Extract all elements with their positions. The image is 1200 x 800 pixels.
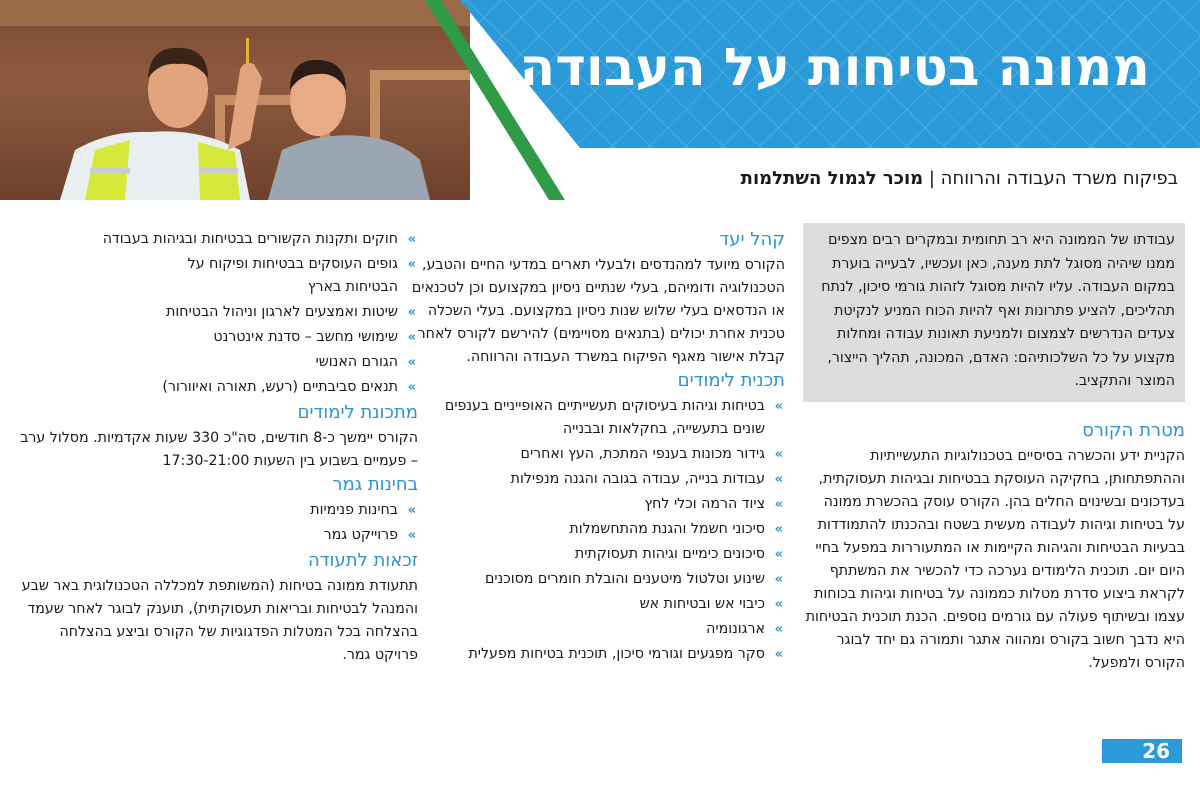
subtitle-bold: מוכר לגמול השתלמות [740,168,924,189]
study-format-heading: מתכונת לימודים [297,402,418,423]
list-item-text: שינוע וטלטול מיטענים והובלת חומרים מסוכנים [484,571,765,587]
list-item-text: בחינות פנימיות [310,502,398,518]
list-item [410,643,785,666]
column-left [18,228,418,667]
list-item-text: ציוד הרמה וכלי לחץ [644,496,765,512]
page-number: 26 [1102,739,1182,763]
intro-box: עבודתו של הממונה היא רב תחומית ובמקרים רבים מצפים ממנו שיהיה מסוגל לתת מענה, כאן ועכשיו, לבעייה בוערת במקום העבודה. עליו להיות מסוגל לזהות גורמי סיכון, לנתח תהליכים, להציע פתרונות ואף להיות הכוח המניע לנקיטת צעדים הנדרשים לצמצום ולמניעת תאונות עבודה ומחלות מקצוע על כל השלכותיהם: האדם, המכונה, תהליך הייצור, המוצר והתקציב. [803,223,1185,402]
list-item [410,618,785,641]
bullet-marker-icon: » [407,380,416,395]
list-item [18,301,418,324]
bullet-marker-icon: » [774,622,783,637]
bullet-marker-icon: » [407,232,416,247]
subtitle-plain: בפיקוח משרד העבודה והרווחה | [923,168,1178,189]
list-item-text: תנאים סביבתיים (רעש, תאורה ואיוורור) [162,379,398,395]
list-item-text: שימושי מחשב – סדנת אינטרנט [213,329,398,345]
list-item-text: סיכונים כימיים וגיהות תעסוקתית [574,546,765,562]
bullet-marker-icon: » [774,647,783,662]
bullet-marker-icon: » [407,330,416,345]
certificate-heading: זכאות לתעודה [307,550,418,571]
bullet-marker-icon: » [407,305,416,320]
list-item [410,518,785,541]
bullet-marker-icon: » [407,503,416,518]
bullet-marker-icon: » [774,447,783,462]
bullet-marker-icon: » [774,597,783,612]
list-item-text: סקר מפגעים וגורמי סיכון, תוכנית בטיחות מפעלית [468,646,765,662]
curriculum-heading: תכנית לימודים [677,370,785,391]
column-middle [407,228,785,668]
study-format-text: הקורס יימשך כ-8 חודשים, סה"כ 330 שעות אקדמיות. מסלול ערב – פעמיים בשבוע בין השעות 17:30-21:00 [20,430,418,469]
final-exams-heading: בחינות גמר [332,474,418,495]
list-item [410,443,785,466]
list-item-text: כיבוי אש ובטיחות אש [639,596,765,612]
list-item [18,326,418,349]
topics-list [18,228,418,399]
list-item-text: גידור מכונות בענפי המתכת, העץ ואחרים [520,446,765,462]
list-item [410,468,785,491]
bullet-marker-icon: » [774,547,783,562]
list-item [18,524,418,547]
bullet-marker-icon: » [774,572,783,587]
list-item-text: עבודות בנייה, עבודה בגובה והגנה מנפילות [510,471,765,487]
bullet-marker-icon: » [774,472,783,487]
list-item-text: גופים העוסקים בבטיחות ופיקוח על הבטיחות בארץ [187,256,398,295]
certificate-text: תתעודת ממונה בטיחות (המשותפת למכללה הטכנולוגית באר שבע והמנהל לבטיחות ובריאות תעסוקתית), תוענק לבוגר לאחר שעמד בהצלחה בכל המטלות הפדגוגיות של הקורס וביצע בהצלחה פרויקט גמר. [21,578,418,663]
list-item-text: בטיחות וגיהות בעיסוקים תעשייתיים האופייניים בענפים שונים בתעשייה, בחקלאות ובבנייה [444,398,765,437]
target-audience-heading: קהל יעד [719,229,785,250]
list-item-text: ארגונומיה [706,621,765,637]
header-photo [0,0,470,200]
bullet-marker-icon: » [774,399,783,414]
bullet-marker-icon: » [407,528,416,543]
course-goal-heading: מטרת הקורס [1082,419,1185,441]
bullet-marker-icon: » [407,257,416,272]
list-item [410,543,785,566]
bullet-marker-icon: » [774,497,783,512]
list-item-text: סיכוני חשמל והגנת מהתחשמלות [569,521,765,537]
page-subtitle [741,168,1178,189]
list-item [18,253,418,299]
bullet-marker-icon: » [407,355,416,370]
column-right [803,223,1185,675]
list-item [18,499,418,522]
curriculum-list [407,395,785,666]
list-item-text: הגורם האנושי [315,354,398,370]
list-item [18,376,418,399]
final-exams-list [18,499,418,547]
list-item [18,228,418,251]
workers-illustration [0,0,470,200]
list-item [410,493,785,516]
page-title: ממונה בטיחות על העבודה [519,38,1150,98]
list-item-text: שיטות ואמצעים לארגון וניהול הבטיחות [166,304,398,320]
list-item [410,568,785,591]
list-item [410,395,785,441]
list-item [18,351,418,374]
course-goal-text: הקניית ידע והכשרה בסיסיים בטכנולוגיות התעשייתיות וההתפתחותן, בחקיקה העוסקת בבטיחות ובגיהות תעסוקתית, בעדכונים ובשינוים החלים בהן. הקורס עוסק בהכשרת ממונה על בטיחות וגיהות לעבודה מעשית בשטח ובהכנתו להתמודדות בבעיות הבטיחות והגיהות הקיימות או המתעוררות במפעל בחיי היום יום. תוכנית הלימודים נערכה כדי להכשיר את המשתתף לקראת ביצוע סדרת מטלות כממונה על בטיחות וגיהות בכוחות עצמו ובשיתוף פעולה עם גורמים נוספים. הכנת תוכנית הבטיחות היא נדבך חשוב בקורס ומהווה אתגר ותמורה גם יחד לבוגר הקורס ולמפעל. [805,447,1185,671]
list-item [410,593,785,616]
target-audience-text: הקורס מיועד למהנדסים ולבעלי תארים במדעי החיים והטבע, הטכנולוגיה ודומיהם, בעלי שנתיים ניסיון במקצועם וכן לטכנאים או הנדסאים בעלי שלוש שנות ניסיון במקצועם. בעלי השכלה טכנית אחרת יכולים (בתנאים מסויימים) להירשם לקורס לאחר קבלת אישור מאגף הפיקוח במשרד העבודה והרווחה. [411,257,785,365]
bullet-marker-icon: » [774,522,783,537]
list-item-text: פרוייקט גמר [323,527,398,543]
list-item-text: חוקים ותקנות הקשורים בבטיחות ובגיהות בעבודה [102,231,398,247]
